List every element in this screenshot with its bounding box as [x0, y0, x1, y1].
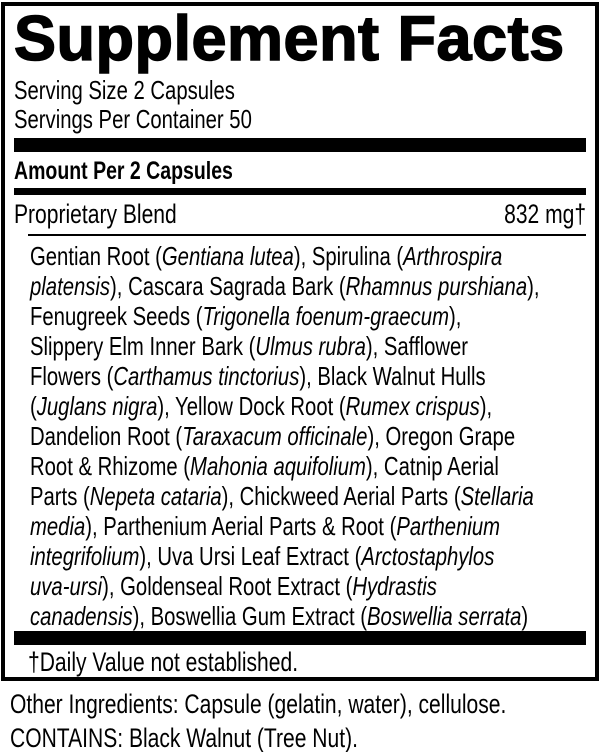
ingredient-line [30, 541, 586, 571]
ingredient-line [30, 301, 586, 331]
serving-info [14, 76, 586, 134]
ingredient-line [30, 391, 586, 421]
supplement-facts-panel [1, 2, 599, 681]
blend-ingredients [30, 241, 586, 631]
ingredient-line-text: Flowers (Carthamus tinctorius), Black Walnut Hulls [30, 361, 486, 391]
ingredient-line-text: Dandelion Root (Taraxacum officinale), Oregon Grape [30, 421, 516, 451]
servings-per-container-line [14, 105, 586, 134]
servings-per-container-text: Servings Per Container 50 [14, 104, 252, 134]
thick-divider-top [14, 138, 586, 152]
ingredient-line [30, 331, 586, 361]
ingredient-line-text: platensis), Cascara Sagrada Bark (Rhamnus purshiana), [30, 271, 540, 301]
ingredient-line-text: (Juglans nigra), Yellow Dock Root (Rumex crispus), [30, 391, 493, 421]
ingredient-line [30, 421, 586, 451]
ingredient-line [30, 511, 586, 541]
ingredient-line [30, 481, 586, 511]
amount-per-header-text: Amount Per 2 Capsules [14, 157, 233, 185]
ingredient-line-text: integrifolium), Uva Ursi Leaf Extract (Arctostaphylos [30, 541, 495, 571]
serving-size-line [14, 76, 586, 105]
ingredient-line-text: Root & Rhizome (Mahonia aquifolium), Catnip Aerial [30, 451, 499, 481]
ingredient-line-text: Slippery Elm Inner Bark (Ulmus rubra), Safflower [30, 331, 469, 361]
other-ingredients-line [10, 689, 600, 719]
ingredient-line-text: canadensis), Boswellia Gum Extract (Boswellia serrata) [30, 601, 529, 631]
ingredient-line-text: uva-ursi), Goldenseal Root Extract (Hydrastis [30, 571, 437, 601]
ingredient-line-text: Gentian Root (Gentiana lutea), Spirulina (Arthrospira [30, 241, 503, 271]
daily-value-footnote-text: †Daily Value not established. [28, 647, 299, 677]
blend-underline [28, 234, 586, 236]
contains-allergen-line [10, 723, 600, 752]
serving-size-text: Serving Size 2 Capsules [14, 75, 235, 105]
ingredient-line [30, 241, 586, 271]
ingredient-line-text: media), Parthenium Aerial Parts & Root (Parthenium [30, 511, 501, 541]
amount-per-header [14, 157, 586, 185]
blend-amount: 832 mg† [504, 199, 586, 229]
ingredient-line-text: Parts (Nepeta cataria), Chickweed Aerial Parts (Stellaria [30, 481, 534, 511]
contains-allergen-text: CONTAINS: Black Walnut (Tree Nut). [10, 723, 358, 752]
ingredient-line-text: Fenugreek Seeds (Trigonella foenum-graecum), [30, 301, 462, 331]
blend-name: Proprietary Blend [14, 199, 177, 229]
proprietary-blend-row [14, 200, 586, 228]
ingredient-line [30, 451, 586, 481]
medium-divider [14, 188, 586, 195]
ingredient-line [30, 571, 586, 601]
other-ingredients-text: Other Ingredients: Capsule (gelatin, water), cellulose. [10, 689, 507, 719]
ingredient-line [30, 601, 586, 631]
ingredient-line [30, 361, 586, 391]
thick-divider-bottom [14, 631, 586, 645]
below-panel-info [10, 689, 600, 752]
ingredient-line [30, 271, 586, 301]
panel-title: Supplement Facts [14, 4, 565, 74]
daily-value-footnote [28, 649, 586, 675]
